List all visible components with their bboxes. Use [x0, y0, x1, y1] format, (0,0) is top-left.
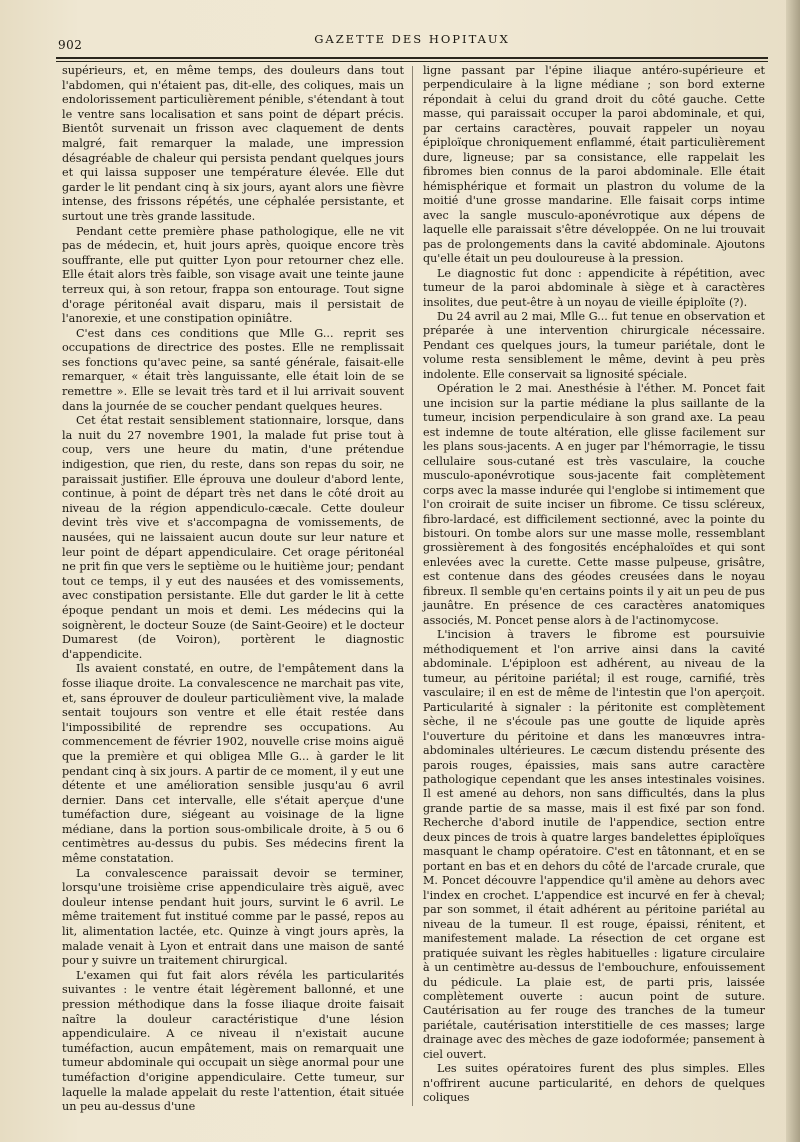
- paragraph: Opération le 2 mai. Anesthésie à l'éther. M. Poncet fait une incision sur la partie médiane la plus saillante de la tumeur, incision perpendiculaire à son grand axe. La peau est indemne de toute altération, elle glisse facilement sur les plans sous-jacents. A en juger par l'hémorragie, le tissu cellulaire sous-cutané est très vasculaire, la couche musculo-aponévrotique sous-jacente fait complètement corps avec la masse indurée qui l'englobe si intimement que l'on croirait de suite inciser un fibrome. Ce tissu scléreux, fibro-lardacé, est difficilement sectionné, avec la pointe du bistouri. On tombe alors sur une masse molle, ressemblant grossièrement à des fongosités encéphaloïdes et qui sont enlevées avec la curette. Cette masse pulpeuse, grisâtre, est contenue dans des géodes creusées dans le noyau fibreux. Il semble qu'en certains points il y ait un peu de pus jaunâtre. En présence de ces caractères anatomiques associés, M. Poncet pense alors à de l'actinomycose.: [423, 382, 765, 627]
- paragraph: Ils avaient constaté, en outre, de l'empâtement dans la fosse iliaque droite. La convalescence ne marchait pas vite, et, sans éprouver de douleur particulièment vive, la malade sentait toujours son ventre et elle était restée dans l'impossibilité de reprendre ses occupations. Au commencement de février 1902, nouvelle crise moins aiguë que la première et qui obligea Mlle G... à garder le lit pendant cinq à six jours. A partir de ce moment, il y eut une détente et une amélioration sensible jusqu'au 6 avril dernier. Dans cet intervalle, elle s'était aperçue d'une tuméfaction dure, siégeant au voisinage de la ligne médiane, dans la portion sous-ombilicale droite, à 5 ou 6 centimètres au-dessus du pubis. Ses médecins firent la même constatation.: [62, 662, 404, 866]
- paragraph: Du 24 avril au 2 mai, Mlle G... fut tenue en observation et préparée à une intervention chirurgicale nécessaire. Pendant ces quelques jours, la tumeur pariétale, dont le volume resta sensiblement le même, devint à peu près indolente. Elle conservait sa lignosité spéciale.: [423, 309, 765, 381]
- paragraph: ligne passant par l'épine iliaque antéro-supérieure et perpendiculaire à la ligne médiane ; son bord externe répondait à celui du grand droit du côté gauche. Cette masse, qui paraissait occuper la paroi abdominale, et qui, par certains caractères, pouvait rappeler un noyau épiploïque chroniquement enflammé, était particulièrement dure, ligneuse; par sa consistance, elle rappelait les fibromes bien connus de la paroi abdominale. Elle était hémisphérique et formait un plastron du volume de la moitié d'une grosse mandarine. Elle faisait corps intime avec la sangle musculo-aponévrotique aux dépens de laquelle elle paraissait s'être développée. On ne lui trouvait pas de prolongements dans la cavité abdominale. Ajoutons qu'elle était un peu douloureuse à la pression.: [423, 64, 765, 266]
- paragraph: C'est dans ces conditions que Mlle G... reprit ses occupations de directrice des postes. Elle ne remplissait ses fonctions qu'avec peine, sa santé générale, faisait-elle remarquer, « était très languissante, elle était loin de se remettre ». Elle se levait très tard et il lui arrivait souvent dans la journée de se coucher pendant quelques heures.: [62, 326, 404, 413]
- header-rule-thin: [56, 61, 768, 62]
- page-number: 902: [58, 38, 83, 52]
- page-header: [56, 30, 768, 52]
- paragraph: supérieurs, et, en même temps, des douleurs dans tout l'abdomen, qui n'étaient pas, dit-elle, des coliques, mais un endolorissement particulièrement pénible, s'étendant à tout le ventre sans localisation et sans point de départ précis. Bientôt survenait un frisson avec claquement de dents malgré, fait remarquer la malade, une impression désagréable de chaleur qui persista pendant quelques jours et qui laissa supposer une température élevée. Elle dut garder le lit pendant cinq à six jours, ayant alors une fièvre intense, des frissons répétés, une céphalée persistante, et surtout une très grande lassitude.: [62, 64, 404, 223]
- paragraph: La convalescence paraissait devoir se terminer, lorsqu'une troisième crise appendiculaire très aiguë, avec douleur intense pendant huit jours, survint le 6 avril. Le même traitement fut institué comme par le passé, repos au lit, alimentation lactée, etc. Quinze à vingt jours après, la malade venait à Lyon et entrait dans une maison de santé pour y suivre un traitement chirurgical.: [62, 866, 404, 968]
- paragraph: Pendant cette première phase pathologique, elle ne vit pas de médecin, et, huit jours après, quoique encore très souffrante, elle put quitter Lyon pour retourner chez elle. Elle était alors très faible, son visage avait une teinte jaune terreux qui, à son retour, frappa son entourage. Tout signe d'orage péritonéal avait disparu, mais il persistait de l'anorexie, et une constipation opiniâtre.: [62, 224, 404, 326]
- paragraph: L'examen qui fut fait alors révéla les particularités suivantes : le ventre était légèrement ballonné, et une pression méthodique dans la fosse iliaque droite faisait naître la douleur caractéristique d'une lésion appendiculaire. A ce niveau il n'existait aucune tuméfaction, aucun empâtement, mais on remarquait une tumeur abdominale qui occupait un siège anormal pour une tuméfaction d'origine appendiculaire. Cette tumeur, sur laquelle la malade appelait du reste l'attention, était située un peu au-dessus d'une: [62, 968, 404, 1114]
- paragraph: Les suites opératoires furent des plus simples. Elles n'offrirent aucune particularité, en dehors de quelques coliques: [423, 1062, 765, 1105]
- page-edge-shadow: [786, 0, 800, 1142]
- column-divider: [412, 66, 413, 1106]
- paragraph: L'incision à travers le fibrome est poursuivie méthodiquement et l'on arrive ainsi dans la cavité abdominale. L'épiploon est adhérent, au niveau de la tumeur, au péritoine pariétal; il est rouge, carnifié, très vasculaire; il en est de même de l'intestin que l'on aperçoit. Particularité à signaler : la péritonite est complètement sèche, il ne s'écoule pas une goutte de liquide après l'ouverture du péritoine et dans les manœuvres intra-abdominales ultérieures. Le cæcum distendu présente des parois rouges, épaissies, mais sans autre caractère pathologique cependant que les anses intestinales voisines. Il est amené au dehors, non sans difficultés, dans la plus grande partie de sa masse, mais il est fixé par son fond. Recherche d'abord inutile de l'appendice, section entre deux pinces de trois à quatre larges bandelettes épiploïques masquant le champ opératoire. C'est en tâtonnant, et en se portant en bas et en dehors du côté de l'arcade crurale, que M. Poncet découvre l'appendice qu'il amène au dehors avec l'index en crochet. L'appendice est incurvé en fer à cheval; par son sommet, il était adhérent au péritoine pariétal au niveau de la tumeur. Il est rouge, épaissi, rénitent, et manifestement malade. La résection de cet organe est pratiquée suivant les règles habituelles : ligature circulaire à un centimètre au-dessus de l'embouchure, enfouissement du pédicule. La plaie est, de parti pris, laissée complètement ouverte : aucun point de suture. Cautérisation au fer rouge des tranches de la tumeur pariétale, cautérisation interstitielle de ces masses; large drainage avec des mèches de gaze iodoformée; pansement à ciel ouvert.: [423, 628, 765, 1061]
- paragraph: Le diagnostic fut donc : appendicite à répétition, avec tumeur de la paroi abdominale à siège et à caractères insolites, due peut-être à un noyau de vieille épiploïte (?).: [423, 266, 765, 309]
- right-column: [423, 64, 765, 1106]
- paragraph: Cet état restait sensiblement stationnaire, lorsque, dans la nuit du 27 novembre 1901, la malade fut prise tout à coup, vers une heure du matin, d'une prétendue indigestion, que rien, du reste, dans son repas du soir, ne paraissait justifier. Elle éprouva une douleur d'abord lente, continue, à point de départ très net dans le côté droit au niveau de la région appendiculo-cæcale. Cette douleur devint très vive et s'accompagna de vomissements, de nausées, qui ne laissaient aucun doute sur leur nature et leur point de départ appendiculaire. Cet orage péritonéal ne prit fin que vers le septième ou le huitième jour; pendant tout ce temps, il y eut des nausées et des vomissements, avec constipation persistante. Elle dut garder le lit à cette époque pendant un mois et demi. Les médecins qui la soignèrent, le docteur Souze (de Saint-Geoire) et le docteur Dumarest (de Voiron), portèrent le diagnostic d'appendicite.: [62, 414, 404, 661]
- left-column: [62, 64, 404, 1115]
- header-rule-thick: [56, 57, 768, 59]
- running-title: GAZETTE DES HOPITAUX: [314, 32, 510, 46]
